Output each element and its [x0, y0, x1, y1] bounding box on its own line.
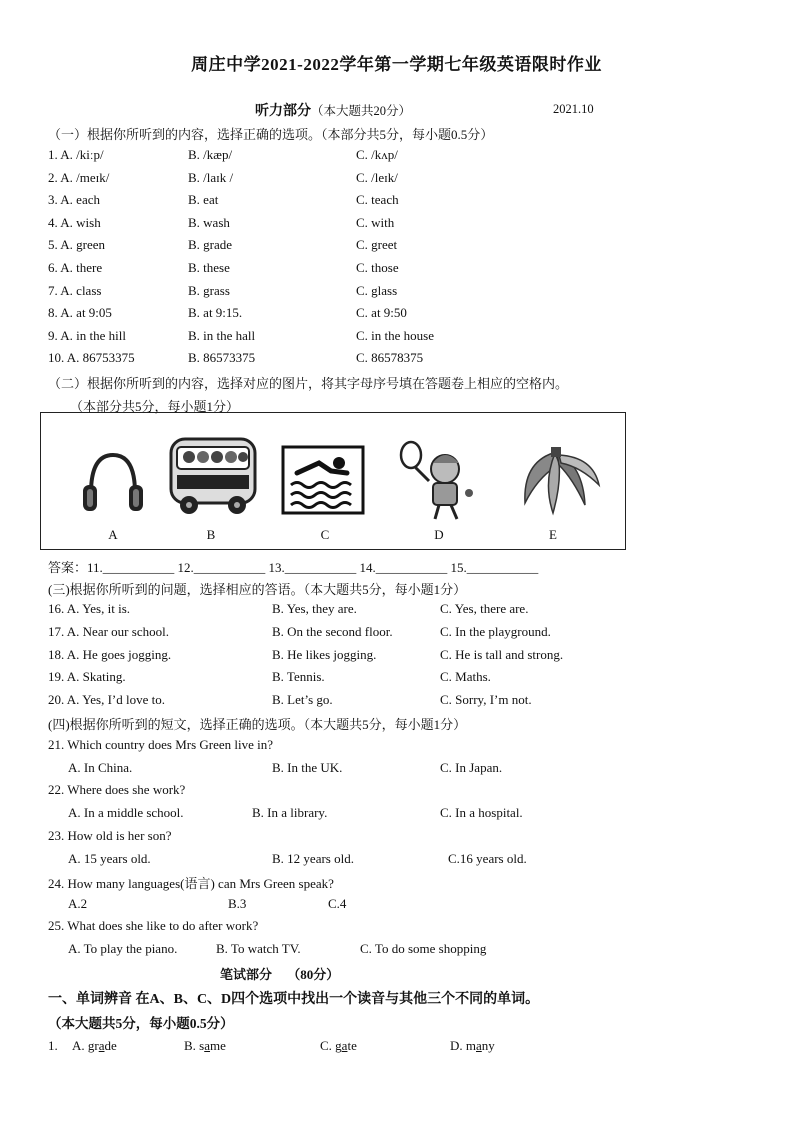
option-a: 20. A. Yes, I’d love to.	[48, 692, 166, 708]
swimming-icon	[275, 433, 375, 525]
part4-question	[48, 737, 748, 755]
part3-row	[48, 647, 748, 665]
option-a: 1. A. /kiːp/	[48, 147, 104, 162]
option-c: C. glass	[356, 282, 398, 298]
option-a: 2. A. /meɪk/	[48, 169, 110, 185]
option-a: 16. A. Yes, it is.	[48, 601, 130, 616]
part4-options	[48, 941, 748, 959]
option-a: 6. A. there	[48, 260, 103, 275]
option-a: A. To play the piano.	[68, 941, 178, 957]
option-a: 3. A. each	[48, 192, 100, 208]
option-b: B. /laɪk /	[188, 169, 234, 185]
option-c: C. teach	[356, 192, 399, 208]
part4-instruction: (四)根据你所听到的短文，选择正确的选项。（本大题共5分，每小题1分）	[48, 717, 467, 732]
option-c: C. those	[356, 260, 399, 275]
option-a: 5. A. green	[48, 237, 106, 253]
part1-instruction: （一）根据你所听到的内容，选择正确的选项。（本部分共5分，每小题0.5分）	[48, 127, 494, 142]
part3-instruction: (三)根据你所听到的问题，选择相应的答语。（本大题共5分，每小题1分）	[48, 582, 467, 597]
option-b: B. On the second floor.	[272, 623, 393, 639]
option-c: C. in the house	[356, 327, 434, 343]
option-a: A. In a middle school.	[68, 805, 184, 821]
option-c: C. /leɪk/	[356, 169, 398, 185]
page-title: 周庄中学2021-2022学年第一学期七年级英语限时作业	[191, 55, 602, 74]
option-a: 17. A. Near our school.	[48, 623, 169, 639]
part1-row	[48, 260, 748, 278]
option-a: 4. A. wish	[48, 214, 101, 230]
written-heading-note: （80分）	[287, 967, 340, 982]
question-text: 24. How many languages(语言) can Mrs Green speak?	[48, 875, 334, 891]
question-text: 23. How old is her son?	[48, 827, 172, 843]
written-heading	[220, 964, 339, 983]
option-c: C.4	[328, 895, 347, 911]
part4-question	[48, 828, 748, 846]
part3-row	[48, 601, 748, 619]
school-bus-icon	[161, 433, 261, 525]
option-c: C. Yes, there are.	[440, 601, 529, 616]
option-c: C. at 9:50	[356, 305, 407, 321]
part1-row	[48, 328, 748, 346]
part2-instruction-note: （本部分共5分，每小题1分）	[70, 399, 240, 414]
option-b: B. /kæp/	[188, 147, 233, 162]
date: 2021.10	[553, 102, 594, 116]
part1-row	[48, 305, 748, 323]
listening-heading	[255, 100, 411, 120]
option-b: B. Let’s go.	[272, 692, 333, 708]
question-text: 25. What does she like to do after work?	[48, 918, 259, 934]
part4-question	[48, 918, 748, 936]
option-c: C. Sorry, I’m not.	[440, 692, 532, 708]
option-c: C. In Japan.	[440, 760, 503, 775]
option-b: B. grass	[188, 282, 230, 298]
option-a: A. In China.	[68, 760, 133, 775]
question-text: 22. Where does she work?	[48, 782, 186, 798]
part4-options	[48, 760, 748, 778]
headphones-icon	[63, 433, 163, 525]
q1-number: 1.	[48, 1038, 58, 1053]
option-a: 8. A. at 9:05	[48, 305, 112, 321]
section1-title: 一、单词辨音 在A、B、C、D四个选项中找出一个读音与其他三个不同的单词。	[48, 992, 540, 1007]
part4-options	[48, 805, 748, 823]
option-a: 19. A. Skating.	[48, 669, 126, 685]
listening-heading-text: 听力部分	[255, 104, 311, 119]
part4-options	[48, 896, 748, 914]
picture-box	[40, 412, 626, 550]
q1-option-a: A. grade	[72, 1038, 117, 1053]
part4-options	[48, 851, 748, 869]
q1-option-b: B. same	[184, 1038, 226, 1053]
option-b: B. To watch TV.	[216, 941, 301, 957]
option-a: 10. A. 86753375	[48, 350, 135, 366]
part3-row	[48, 624, 748, 642]
option-b: B. at 9:15.	[188, 305, 243, 321]
part1-row	[48, 237, 748, 255]
option-c: C.16 years old.	[448, 850, 527, 866]
option-b: B. eat	[188, 192, 219, 208]
picture-label-b: B	[206, 527, 216, 542]
part1-row	[48, 350, 748, 368]
option-c: C. He is tall and strong.	[440, 646, 564, 662]
q1-option-c: C. gate	[320, 1038, 357, 1053]
part1-row	[48, 147, 748, 165]
question-text: 21. Which country does Mrs Green live in?	[48, 737, 274, 752]
option-c: C. /kʌp/	[356, 147, 398, 162]
part1-row	[48, 170, 748, 188]
option-b: B. 86573375	[188, 350, 256, 366]
option-a: 18. A. He goes jogging.	[48, 646, 172, 662]
option-b: B. wash	[188, 214, 230, 230]
option-b: B. 12 years old.	[272, 850, 354, 866]
option-b: B.3	[228, 895, 247, 911]
q1-option-d: D. many	[450, 1038, 495, 1053]
option-c: C. Maths.	[440, 669, 491, 685]
option-c: C. In a hospital.	[440, 805, 523, 821]
option-b: B. Yes, they are.	[272, 601, 357, 616]
part1-row	[48, 215, 748, 233]
option-b: B. these	[188, 260, 230, 275]
part1-row	[48, 192, 748, 210]
picture-label-c: C	[320, 527, 330, 542]
section1-note: （本大题共5分，每小题0.5分）	[48, 1016, 234, 1031]
option-b: B. grade	[188, 237, 233, 253]
option-b: B. In a library.	[252, 805, 328, 821]
part1-row	[48, 283, 748, 301]
part4-question	[48, 782, 748, 800]
listening-heading-note: （本大题共20分）	[311, 104, 412, 118]
part3-row	[48, 692, 748, 710]
written-heading-text: 笔试部分	[220, 967, 273, 982]
option-c: C. In the playground.	[440, 623, 551, 639]
option-b: B. Tennis.	[272, 669, 325, 685]
written-q1	[48, 1038, 748, 1056]
picture-label-e: E	[549, 527, 557, 542]
picture-label-d: D	[434, 527, 444, 542]
option-b: B. He likes jogging.	[272, 646, 377, 662]
option-a: A.2	[68, 895, 88, 911]
option-a: 9. A. in the hill	[48, 327, 126, 343]
option-c: C. greet	[356, 237, 398, 253]
option-b: B. In the UK.	[272, 760, 343, 775]
option-a: 7. A. class	[48, 282, 102, 298]
part4-question	[48, 873, 748, 891]
part3-row	[48, 669, 748, 687]
tennis-player-icon	[389, 433, 489, 525]
option-c: C. 86578375	[356, 350, 424, 366]
option-a: A. 15 years old.	[68, 850, 151, 866]
bananas-icon	[503, 433, 603, 525]
answer-line: 答案：11.___________ 12.___________ 13.___________ 14.___________ 15.___________	[48, 560, 539, 575]
part2-instruction: （二）根据你所听到的内容，选择对应的图片，将其字母序号填在答题卷上相应的空格内。	[48, 376, 569, 391]
option-b: B. in the hall	[188, 327, 256, 343]
option-c: C. with	[356, 214, 395, 230]
option-c: C. To do some shopping	[360, 941, 487, 957]
picture-label-a: A	[108, 527, 118, 542]
